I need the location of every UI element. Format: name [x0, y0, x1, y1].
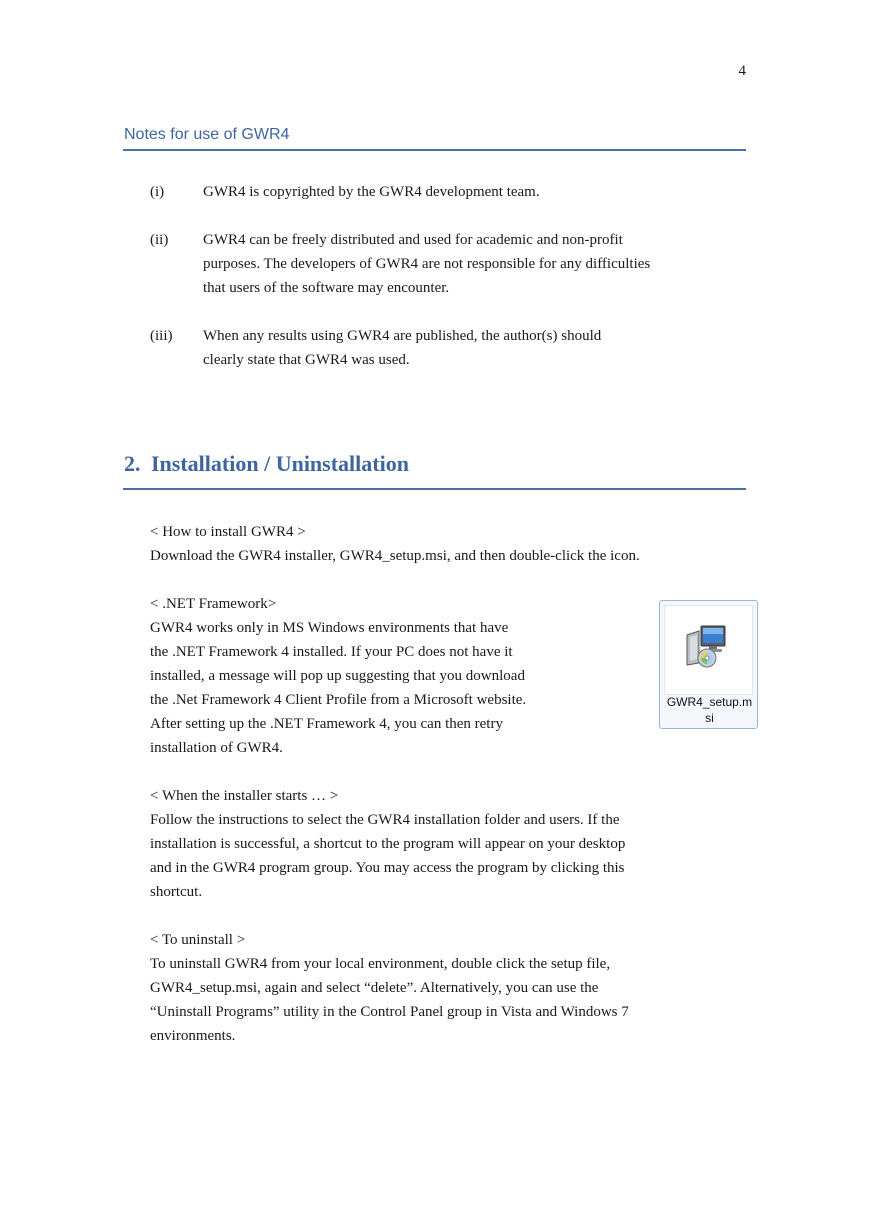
- section-number: 2.: [124, 451, 141, 476]
- section-heading: [123, 449, 746, 490]
- note-number: (iii): [150, 328, 173, 344]
- note-item: [150, 228, 750, 300]
- paragraph-line: Follow the instructions to select the GWR4 installation folder and users. If the: [150, 812, 620, 828]
- msi-file-icon[interactable]: [659, 600, 758, 729]
- note-line: clearly state that GWR4 was used.: [203, 352, 410, 368]
- paragraph-line: and in the GWR4 program group. You may access the program by clicking this: [150, 860, 625, 876]
- installer-starts-heading: < When the installer starts … >: [150, 788, 339, 804]
- paragraph-line: installed, a message will pop up suggesting that you download: [150, 668, 525, 684]
- note-item: [150, 324, 750, 372]
- uninstall-heading: < To uninstall >: [150, 932, 246, 948]
- file-label: [662, 694, 757, 726]
- uninstall-paragraph: [150, 928, 629, 1048]
- install-heading: < How to install GWR4 >: [150, 524, 306, 540]
- paragraph-line: installation is successful, a shortcut to the program will appear on your desktop: [150, 836, 626, 852]
- paragraph-line: “Uninstall Programs” utility in the Control Panel group in Vista and Windows 7: [150, 1004, 629, 1020]
- page-number: 4: [738, 63, 746, 79]
- note-item: [150, 180, 750, 204]
- paragraph-line: GWR4_setup.msi, again and select “delete”. Alternatively, you can use the: [150, 980, 599, 996]
- note-line: GWR4 is copyrighted by the GWR4 development team.: [203, 184, 540, 200]
- notes-heading: [123, 126, 746, 151]
- note-line: GWR4 can be freely distributed and used for academic and non-profit: [203, 232, 623, 248]
- note-line: purposes. The developers of GWR4 are not responsible for any difficulties: [203, 256, 651, 272]
- paragraph-line: After setting up the .NET Framework 4, you can then retry: [150, 716, 503, 732]
- paragraph-line: GWR4 works only in MS Windows environments that have: [150, 620, 509, 636]
- paragraph-line: Download the GWR4 installer, GWR4_setup.msi, and then double-click the icon.: [150, 548, 640, 564]
- note-number: (i): [150, 184, 165, 200]
- file-label-line: si: [705, 711, 714, 725]
- msi-installer-icon: [682, 621, 728, 669]
- net-framework-paragraph: [150, 592, 526, 760]
- paragraph-line: environments.: [150, 1028, 236, 1044]
- installer-starts-paragraph: [150, 784, 625, 904]
- paragraph-line: To uninstall GWR4 from your local environment, double click the setup file,: [150, 956, 611, 972]
- note-line: When any results using GWR4 are published, the author(s) should: [203, 328, 602, 344]
- file-label-line: GWR4_setup.m: [666, 695, 753, 709]
- net-framework-heading: < .NET Framework>: [150, 596, 277, 612]
- note-line: that users of the software may encounter.: [203, 280, 450, 296]
- note-number: (ii): [150, 232, 169, 248]
- install-paragraph: [150, 520, 640, 568]
- paragraph-line: installation of GWR4.: [150, 740, 283, 756]
- notes-heading-text: Notes for use of GWR4: [124, 126, 290, 143]
- paragraph-line: shortcut.: [150, 884, 203, 900]
- paragraph-line: the .NET Framework 4 installed. If your PC does not have it: [150, 644, 513, 660]
- section-title: Installation / Uninstallation: [151, 451, 409, 476]
- paragraph-line: the .Net Framework 4 Client Profile from a Microsoft website.: [150, 692, 527, 708]
